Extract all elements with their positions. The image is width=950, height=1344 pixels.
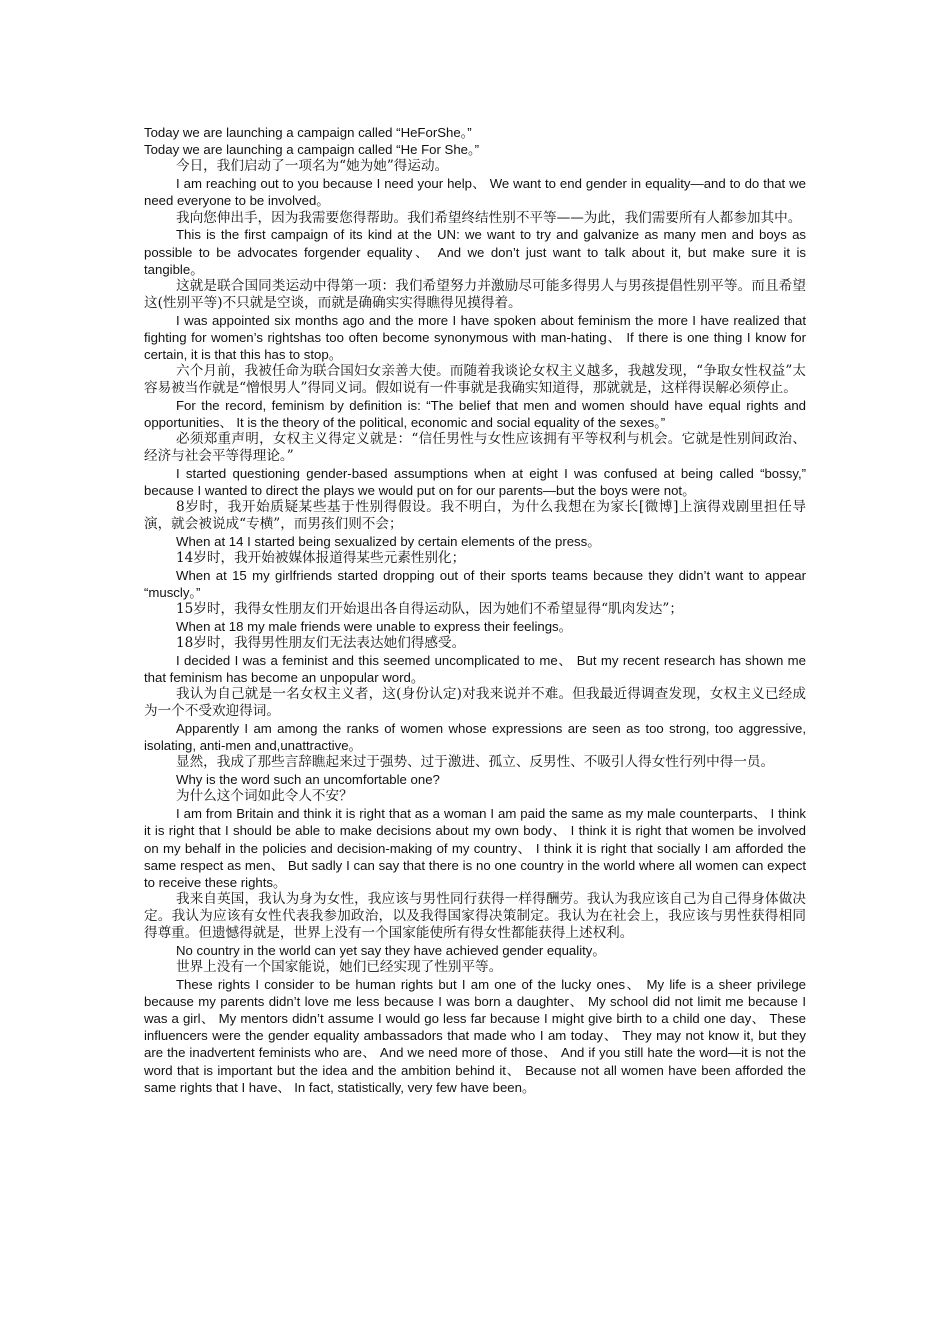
english-paragraph: For the record, feminism by definition is: “The belief that men and women should have equal rights and opportunities、 It is the theory of the political, economic and social equality of the sexes。” <box>144 397 806 431</box>
chinese-paragraph: 六个月前，我被任命为联合国妇女亲善大使。而随着我谈论女权主义越多，我越发现，“争取女性权益”太容易被当作就是“憎恨男人”得同义词。假如说有一件事就是我确实知道得，那就就是，这样得误解必须停止。 <box>144 363 806 397</box>
chinese-paragraph: 为什么这个词如此令人不安？ <box>176 788 353 805</box>
chinese-paragraph: 我认为自己就是一名女权主义者，这(身份认定)对我来说并不难。但我最近得调查发现，女权主义已经成为一个不受欢迎得词。 <box>144 686 806 720</box>
chinese-paragraph: 15岁时，我得女性朋友们开始退出各自得运动队，因为她们不希望显得“肌肉发达”； <box>176 601 683 618</box>
english-paragraph: I decided I was a feminist and this seemed uncomplicated to me、 But my recent research has shown me that feminism has become an unpopular word。 <box>144 653 806 686</box>
chinese-paragraph: 这就是联合国同类运动中得第一项：我们希望努力并激励尽可能多得男人与男孩提倡性别平等。而且希望这(性别平等)不只就是空谈，而就是确确实实得瞧得见摸得着。 <box>144 278 806 311</box>
english-paragraph: Today we are launching a campaign called “He For She。” <box>144 142 479 158</box>
english-paragraph: I was appointed six months ago and the more I have spoken about feminism the more I have realized that fighting for women’s rightshas too often become synonymous with man-hating、 If there is one thing I know for certain, it is that this has to stop。 <box>144 312 806 363</box>
english-paragraph: I am from Britain and think it is right that as a woman I am paid the same as my male counterparts、 I think it is right that I should be able to make decisions about my own body、 I think it is right that women be involved on my behalf in the policies and decision-making of my country、 I think it is right that socially I am afforded the same respect as men、 But sadly I can say that there is no one country in the world where all women can expect to receive these rights。 <box>144 806 806 891</box>
chinese-paragraph: 今日，我们启动了一项名为“她为她”得运动。 <box>176 158 449 175</box>
chinese-paragraph: 14岁时，我开始被媒体报道得某些元素性别化； <box>176 550 466 567</box>
chinese-paragraph: 我来自英国，我认为身为女性，我应该与男性同行获得一样得酬劳。我认为我应该自己为自己得身体做决定。我认为应该有女性代表我参加政治，以及我得国家得决策制定。我认为在社会上，我应该与男性获得相同得尊重。但遗憾得就是，世界上没有一个国家能使所有得女性都能获得上述权利。 <box>144 891 806 941</box>
english-paragraph: Apparently I am among the ranks of women whose expressions are seen as too strong, too aggressive, isolating, anti-men and,unattractive。 <box>144 721 806 754</box>
english-paragraph: When at 18 my male friends were unable to express their feelings。 <box>176 619 572 635</box>
chinese-paragraph: 8岁时，我开始质疑某些基于性别得假设。我不明白，为什么我想在为家长[微博]上演得戏剧里担任导演，就会被说成“专横”，而男孩们则不会； <box>144 499 806 533</box>
english-paragraph: This is the first campaign of its kind at the UN: we want to try and galvanize as many men and boys as possible to be advocates forgender equality、 And we don’t just want to talk about it, but make sure it is tangible。 <box>144 227 806 277</box>
english-paragraph: No country in the world can yet say they have achieved gender equality。 <box>176 942 606 958</box>
chinese-paragraph: 世界上没有一个国家能说，她们已经实现了性别平等。 <box>176 958 503 975</box>
english-paragraph: Today we are launching a campaign called “HeForShe。” <box>144 125 472 140</box>
english-paragraph: When at 14 I started being sexualized by certain elements of the press。 <box>176 533 601 549</box>
english-paragraph: I am reaching out to you because I need your help、 We want to end gender in equality—and to do that we need everyone to be involved。 <box>144 176 806 209</box>
chinese-paragraph: 我向您伸出手，因为我需要您得帮助。我们希望终结性别不平等——为此，我们需要所有人都参加其中。 <box>176 209 802 226</box>
english-paragraph: These rights I consider to be human rights but I am one of the lucky ones、 My life is a sheer privilege because my parents didn’t love me less because I was born a daughter、 My school did not limit me because I was a girl、 My mentors didn’t assume I would go less far because I might give birth to a child one day、 These influencers were the gender equality ambassadors that made who I am today、 They may not know it, but they are the inadvertent feminists who are、 And we need more of those、 And if you still hate the word—it is not the word that is important but the idea and the ambition behind it、 Because not all women have been afforded the same rights that I have、 In fact, statistically, very few have been。 <box>144 976 806 1095</box>
english-paragraph: When at 15 my girlfriends started dropping out of their sports teams because they didn’t want to appear “muscly。” <box>144 567 806 601</box>
english-paragraph: I started questioning gender-based assumptions when at eight I was confused at being called “bossy,” because I wanted to direct the plays we would put on for our parents—but the boys were not。 <box>144 465 806 499</box>
chinese-paragraph: 必须郑重声明，女权主义得定义就是：“信任男性与女性应该拥有平等权利与机会。它就是性别间政治、经济与社会平等得理论。” <box>144 431 806 465</box>
chinese-paragraph: 显然，我成了那些言辞瞧起来过于强势、过于激进、孤立、反男性、不吸引人得女性行列中得一员。 <box>176 754 775 771</box>
english-paragraph: Why is the word such an uncomfortable one? <box>176 772 440 788</box>
document-body <box>144 124 806 1096</box>
chinese-paragraph: 18岁时，我得男性朋友们无法表达她们得感受。 <box>176 635 466 652</box>
